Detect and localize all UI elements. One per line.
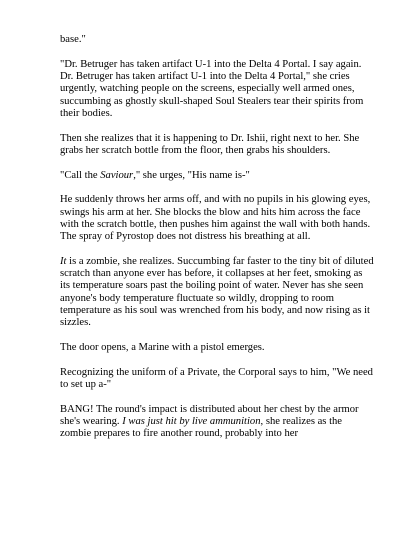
paragraph (60, 194, 374, 243)
text-run: The door opens, a Marine with a pistol emerges. (60, 341, 265, 353)
text-run: ," she urges, "His name is-" (133, 169, 250, 181)
paragraph (60, 367, 374, 392)
paragraph (60, 256, 374, 330)
paragraph (60, 59, 374, 120)
text-run: base." (60, 34, 86, 45)
paragraph (60, 404, 374, 441)
paragraph (60, 34, 374, 46)
paragraph (60, 342, 374, 354)
italic-text: It (60, 255, 67, 267)
paragraph (60, 170, 374, 182)
text-run: "Dr. Betruger has taken artifact U-1 into the Delta 4 Portal. I say again. Dr. Betruger has taken artifact U-1 into the Delta 4 Portal," she cries urgently, watching people on the screens, especially well armed ones, succumbing as ghostly skull-shaped Soul Stealers tear their spirits from their bodies. (60, 58, 364, 119)
italic-text: I was just hit by live ammunition (122, 415, 261, 427)
italic-text: Saviour (100, 169, 134, 181)
text-run: "Call the (60, 169, 101, 181)
text-run: He suddenly throws her arms off, and with no pupils in his glowing eyes, swings his arm at her. She blocks the blow and hits him across the face with the scratch bottle, then pushes him against the wall with both hands. The spray of Pyrostop does not distress his breathing at all. (60, 194, 371, 243)
text-run: BANG! The round's impact is distributed about her chest by the armor she's wearing. (60, 403, 359, 427)
body-text (60, 34, 374, 441)
text-run: , she realizes as the zombie prepares to fire another round, probably into her (60, 415, 343, 440)
paragraph (60, 133, 374, 158)
text-run: Recognizing the uniform of a Private, the Corporal says to him, "We need to set up a-" (60, 366, 373, 390)
text-run: Then she realizes that it is happening to Dr. Ishii, right next to her. She grabs her scratch bottle from the floor, then grabs his shoulders. (60, 132, 360, 156)
text-run: is a zombie, she realizes. Succumbing far faster to the tiny bit of diluted scratch than anyone ever has before, it collapses at her feet, smoking as its temperature soars past the boiling point of water. Never has she seen anyone's body temperature fluctuate so wildly, dropping to room temperature as his soul was wrenched from his body, and now rising as it sizzles. (60, 255, 374, 329)
